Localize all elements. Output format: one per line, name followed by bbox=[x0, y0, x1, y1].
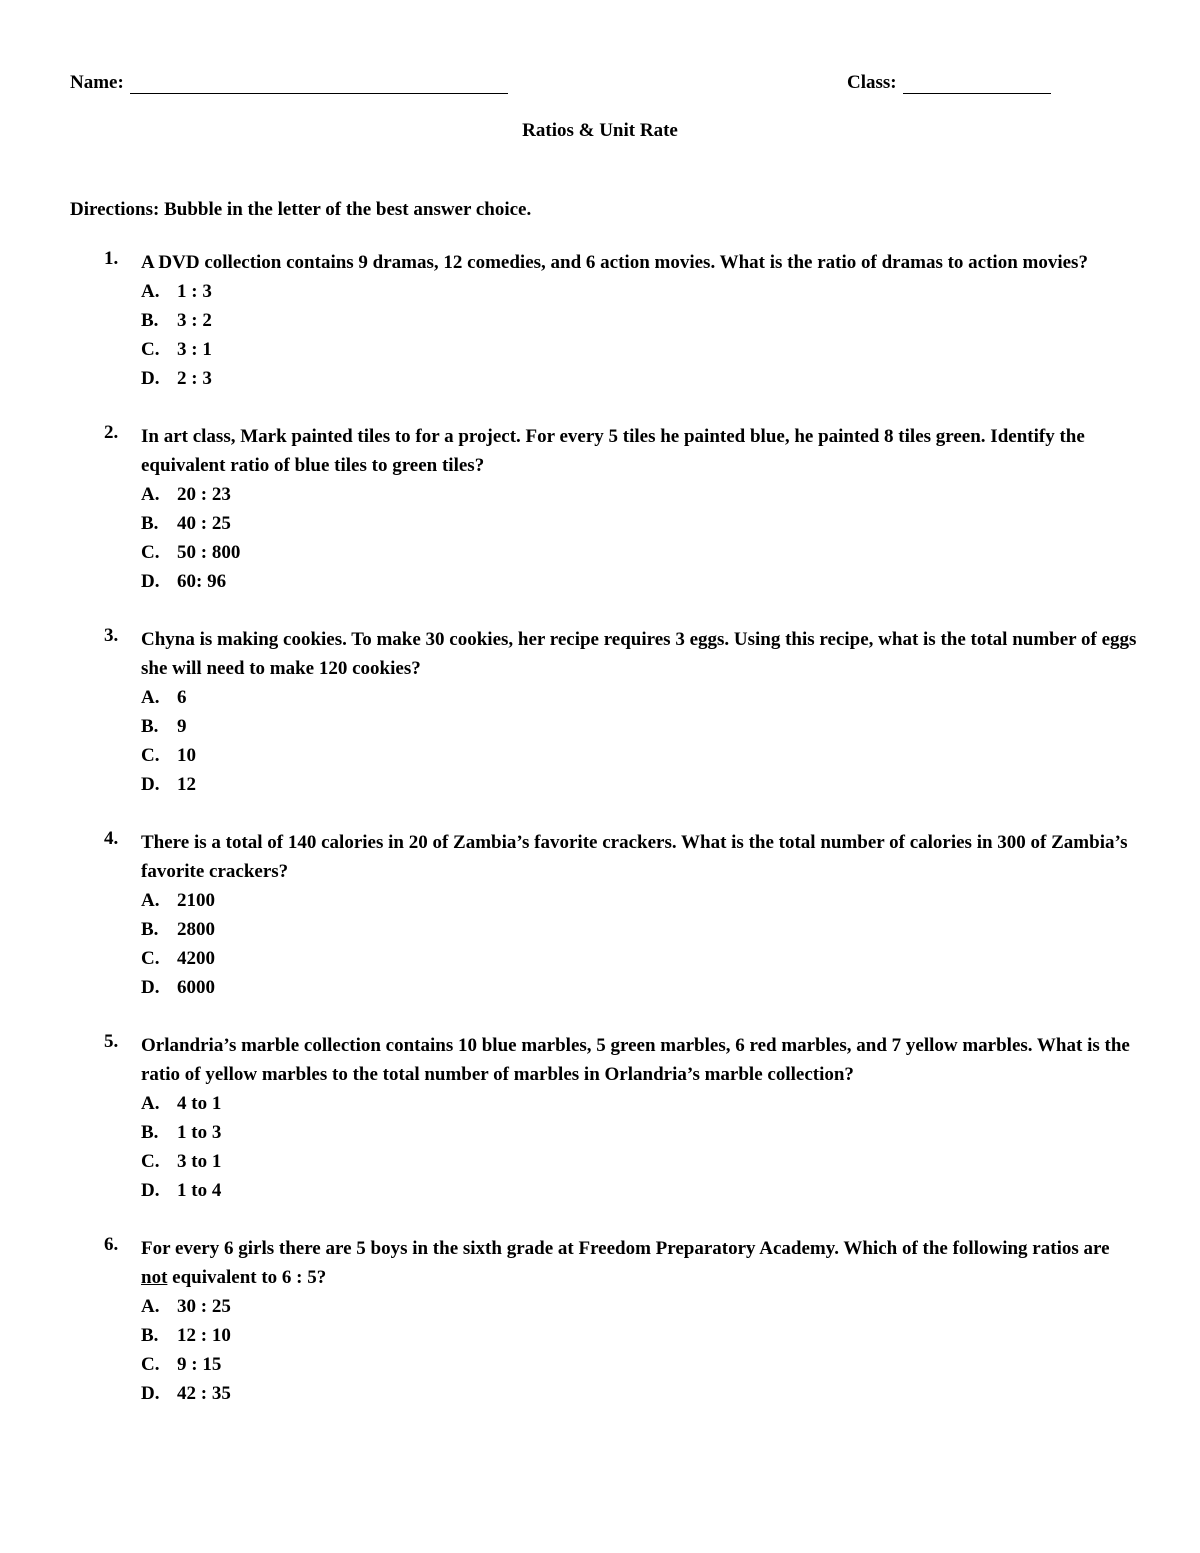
choice-letter: C. bbox=[141, 339, 160, 360]
answer-choice-a[interactable] bbox=[141, 1292, 1140, 1321]
choice-letter: C. bbox=[141, 542, 160, 563]
question-number: 2. bbox=[104, 422, 119, 443]
choice-text: 40 : 25 bbox=[177, 513, 231, 534]
question-text: Orlandria’s marble collection contains 10 blue marbles, 5 green marbles, 6 red marbles, and 7 yellow marbles. What is the ratio of yellow marbles to the total number of marbles in Orlandria’s marble collection? bbox=[141, 1035, 1130, 1085]
answer-choice-d[interactable] bbox=[141, 973, 1140, 1002]
answer-choice-a[interactable] bbox=[141, 886, 1140, 915]
answer-choice-b[interactable] bbox=[141, 712, 1140, 741]
question-text: In art class, Mark painted tiles to for a project. For every 5 tiles he painted blue, he painted 8 tiles green. Identify the equivalent ratio of blue tiles to green tiles? bbox=[141, 426, 1085, 476]
answer-choice-c[interactable] bbox=[141, 1147, 1140, 1176]
choice-letter: B. bbox=[141, 1325, 159, 1346]
underlined-word: not bbox=[141, 1267, 168, 1288]
choice-text: 1 to 3 bbox=[177, 1122, 222, 1143]
question-4 bbox=[70, 828, 1140, 1002]
choice-letter: A. bbox=[141, 1093, 160, 1114]
header bbox=[70, 72, 1130, 100]
answer-choice-b[interactable] bbox=[141, 306, 1140, 335]
choice-letter: B. bbox=[141, 310, 159, 331]
question-text-part: equivalent to 6 : 5? bbox=[167, 1267, 327, 1288]
choice-text: 12 bbox=[177, 774, 196, 795]
choice-text: 6 bbox=[177, 687, 187, 708]
choice-letter: B. bbox=[141, 919, 159, 940]
choice-text: 4200 bbox=[177, 948, 215, 969]
answer-choice-d[interactable] bbox=[141, 364, 1140, 393]
choice-letter: A. bbox=[141, 281, 160, 302]
question-3 bbox=[70, 625, 1140, 799]
choice-text: 6000 bbox=[177, 977, 215, 998]
answer-choice-c[interactable] bbox=[141, 1350, 1140, 1379]
choice-text: 1 to 4 bbox=[177, 1180, 222, 1201]
class-field[interactable] bbox=[847, 72, 1051, 94]
choice-letter: B. bbox=[141, 513, 159, 534]
choice-text: 1 : 3 bbox=[177, 281, 212, 302]
choice-letter: B. bbox=[141, 1122, 159, 1143]
answer-choice-b[interactable] bbox=[141, 1118, 1140, 1147]
name-label: Name: bbox=[70, 72, 124, 93]
class-blank-line[interactable] bbox=[903, 73, 1051, 94]
question-list bbox=[70, 248, 1140, 1437]
question-number: 6. bbox=[104, 1234, 119, 1255]
answer-choice-c[interactable] bbox=[141, 538, 1140, 567]
choice-text: 3 to 1 bbox=[177, 1151, 222, 1172]
question-6 bbox=[70, 1234, 1140, 1408]
choice-letter: C. bbox=[141, 1151, 160, 1172]
choice-text: 42 : 35 bbox=[177, 1383, 231, 1404]
choice-text: 2800 bbox=[177, 919, 215, 940]
answer-choice-a[interactable] bbox=[141, 683, 1140, 712]
answer-choice-a[interactable] bbox=[141, 480, 1140, 509]
choice-text: 9 bbox=[177, 716, 187, 737]
choice-text: 60: 96 bbox=[177, 571, 227, 592]
answer-choice-c[interactable] bbox=[141, 335, 1140, 364]
name-blank-line[interactable] bbox=[130, 73, 508, 94]
choice-text: 3 : 1 bbox=[177, 339, 212, 360]
choice-text: 10 bbox=[177, 745, 196, 766]
choice-letter: D. bbox=[141, 1383, 160, 1404]
choice-letter: A. bbox=[141, 484, 160, 505]
answer-choice-d[interactable] bbox=[141, 1379, 1140, 1408]
question-text bbox=[141, 1234, 1140, 1292]
choice-letter: D. bbox=[141, 774, 160, 795]
class-label: Class: bbox=[847, 72, 897, 93]
choice-letter: D. bbox=[141, 368, 160, 389]
question-number: 5. bbox=[104, 1031, 119, 1052]
choice-letter: C. bbox=[141, 745, 160, 766]
name-field[interactable] bbox=[70, 72, 508, 94]
question-text: Chyna is making cookies. To make 30 cookies, her recipe requires 3 eggs. Using this recipe, what is the total number of eggs she will need to make 120 cookies? bbox=[141, 629, 1137, 679]
question-1 bbox=[70, 248, 1140, 393]
question-number: 1. bbox=[104, 248, 119, 269]
choice-letter: C. bbox=[141, 948, 160, 969]
answer-choice-b[interactable] bbox=[141, 509, 1140, 538]
question-text-part: For every 6 girls there are 5 boys in the sixth grade at Freedom Preparatory Academy. Which of the following ratios are bbox=[141, 1238, 1110, 1259]
directions: Directions: Bubble in the letter of the best answer choice. bbox=[70, 199, 532, 220]
question-number: 4. bbox=[104, 828, 119, 849]
question-5 bbox=[70, 1031, 1140, 1205]
choice-text: 2100 bbox=[177, 890, 215, 911]
answer-choice-d[interactable] bbox=[141, 770, 1140, 799]
choice-letter: A. bbox=[141, 890, 160, 911]
answer-choice-a[interactable] bbox=[141, 277, 1140, 306]
choice-letter: D. bbox=[141, 977, 160, 998]
choice-text: 9 : 15 bbox=[177, 1354, 222, 1375]
choice-letter: B. bbox=[141, 716, 159, 737]
answer-choice-c[interactable] bbox=[141, 741, 1140, 770]
answer-choice-b[interactable] bbox=[141, 1321, 1140, 1350]
answer-choice-d[interactable] bbox=[141, 1176, 1140, 1205]
choice-text: 20 : 23 bbox=[177, 484, 231, 505]
choice-text: 3 : 2 bbox=[177, 310, 212, 331]
choice-text: 12 : 10 bbox=[177, 1325, 231, 1346]
answer-choice-b[interactable] bbox=[141, 915, 1140, 944]
question-text: There is a total of 140 calories in 20 of Zambia’s favorite crackers. What is the total number of calories in 300 of Zambia’s favorite crackers? bbox=[141, 832, 1128, 882]
choice-letter: D. bbox=[141, 571, 160, 592]
page-title: Ratios & Unit Rate bbox=[522, 120, 678, 141]
answer-choice-c[interactable] bbox=[141, 944, 1140, 973]
answer-choice-d[interactable] bbox=[141, 567, 1140, 596]
choice-text: 4 to 1 bbox=[177, 1093, 222, 1114]
choice-text: 2 : 3 bbox=[177, 368, 212, 389]
question-text: A DVD collection contains 9 dramas, 12 comedies, and 6 action movies. What is the ratio of dramas to action movies? bbox=[141, 252, 1088, 273]
question-2 bbox=[70, 422, 1140, 596]
choice-text: 30 : 25 bbox=[177, 1296, 231, 1317]
choice-text: 50 : 800 bbox=[177, 542, 241, 563]
choice-letter: A. bbox=[141, 1296, 160, 1317]
choice-letter: A. bbox=[141, 687, 160, 708]
choice-letter: D. bbox=[141, 1180, 160, 1201]
question-number: 3. bbox=[104, 625, 119, 646]
answer-choice-a[interactable] bbox=[141, 1089, 1140, 1118]
choice-letter: C. bbox=[141, 1354, 160, 1375]
